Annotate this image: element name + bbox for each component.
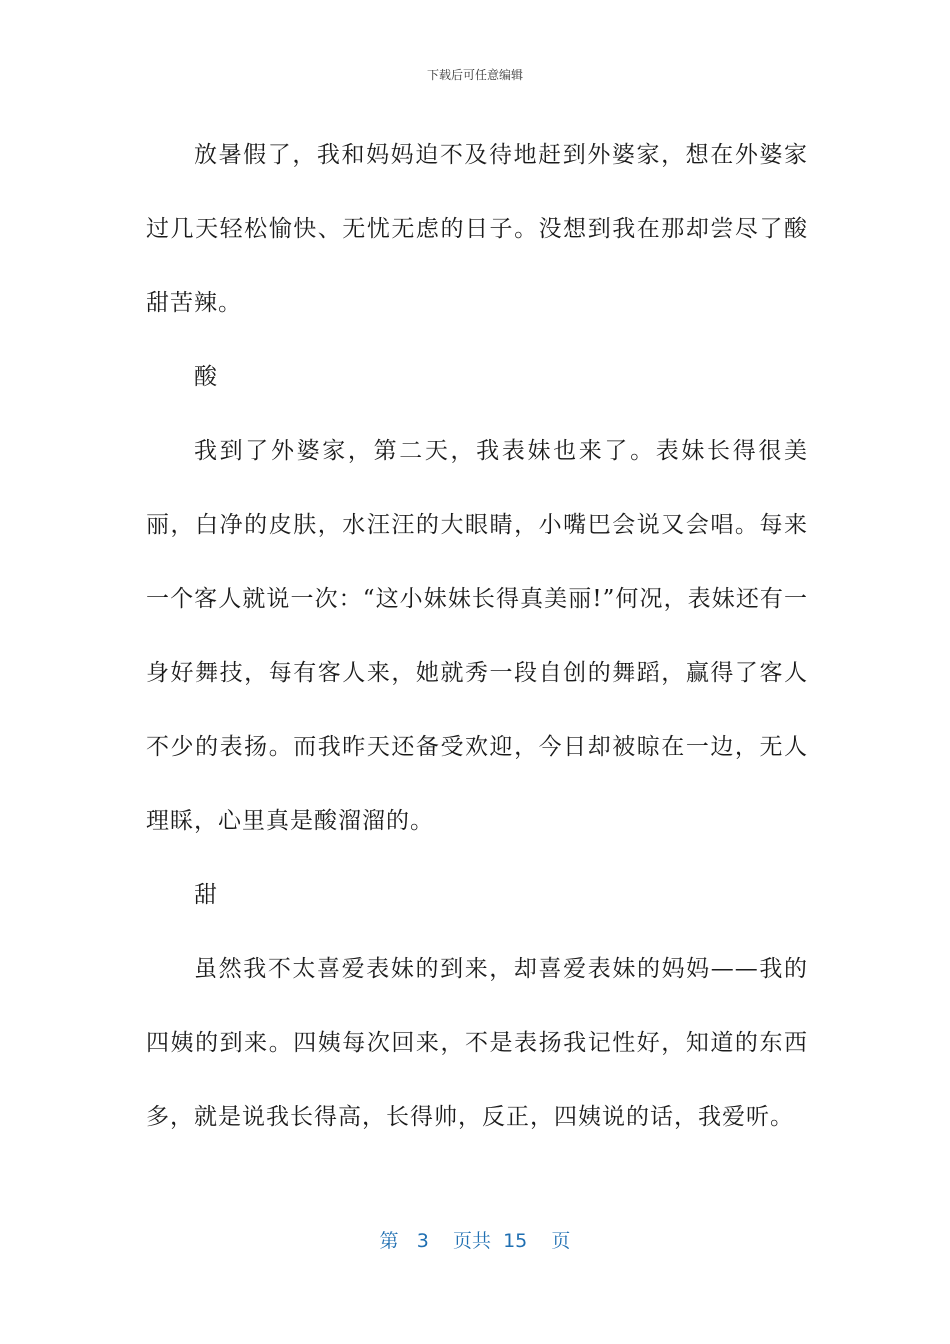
section-heading-sweet: 甜 (194, 882, 218, 908)
current-page-number: 3 (416, 1230, 429, 1252)
section-heading-sour: 酸 (194, 364, 218, 390)
paragraph-sour: 我到了外婆家，第二天，我表妹也来了。表妹长得很美丽，白净的皮肤，水汪汪的大眼睛，小嘴巴会说又会唱。每来一个客人就说一次：“这小妹妹长得真美丽!”何况，表妹还有一身好舞技，每有客人来，她就秀一段自创的舞蹈，赢得了客人不少的表扬。而我昨天还备受欢迎，今日却被晾在一边，无人理睬，心里真是酸溜溜的。 (146, 438, 808, 834)
footer-suffix: 页 (551, 1230, 571, 1252)
paragraph-intro: 放暑假了，我和妈妈迫不及待地赶到外婆家，想在外婆家过几天轻松愉快、无忧无虑的日子。没想到我在那却尝尽了酸甜苦辣。 (146, 142, 808, 316)
footer-middle: 页共 (452, 1230, 491, 1252)
header-note: 下载后可任意编辑 (426, 68, 523, 82)
footer-prefix: 第 (379, 1230, 399, 1252)
paragraph-sweet: 虽然我不太喜爱表妹的到来，却喜爱表妹的妈妈——我的四姨的到来。四姨每次回来，不是表扬我记性好，知道的东西多，就是说我长得高，长得帅，反正，四姨说的话，我爱听。 (146, 956, 808, 1130)
page-footer (0, 1226, 950, 1253)
total-pages-number: 15 (503, 1230, 528, 1252)
document-body (146, 118, 808, 1154)
